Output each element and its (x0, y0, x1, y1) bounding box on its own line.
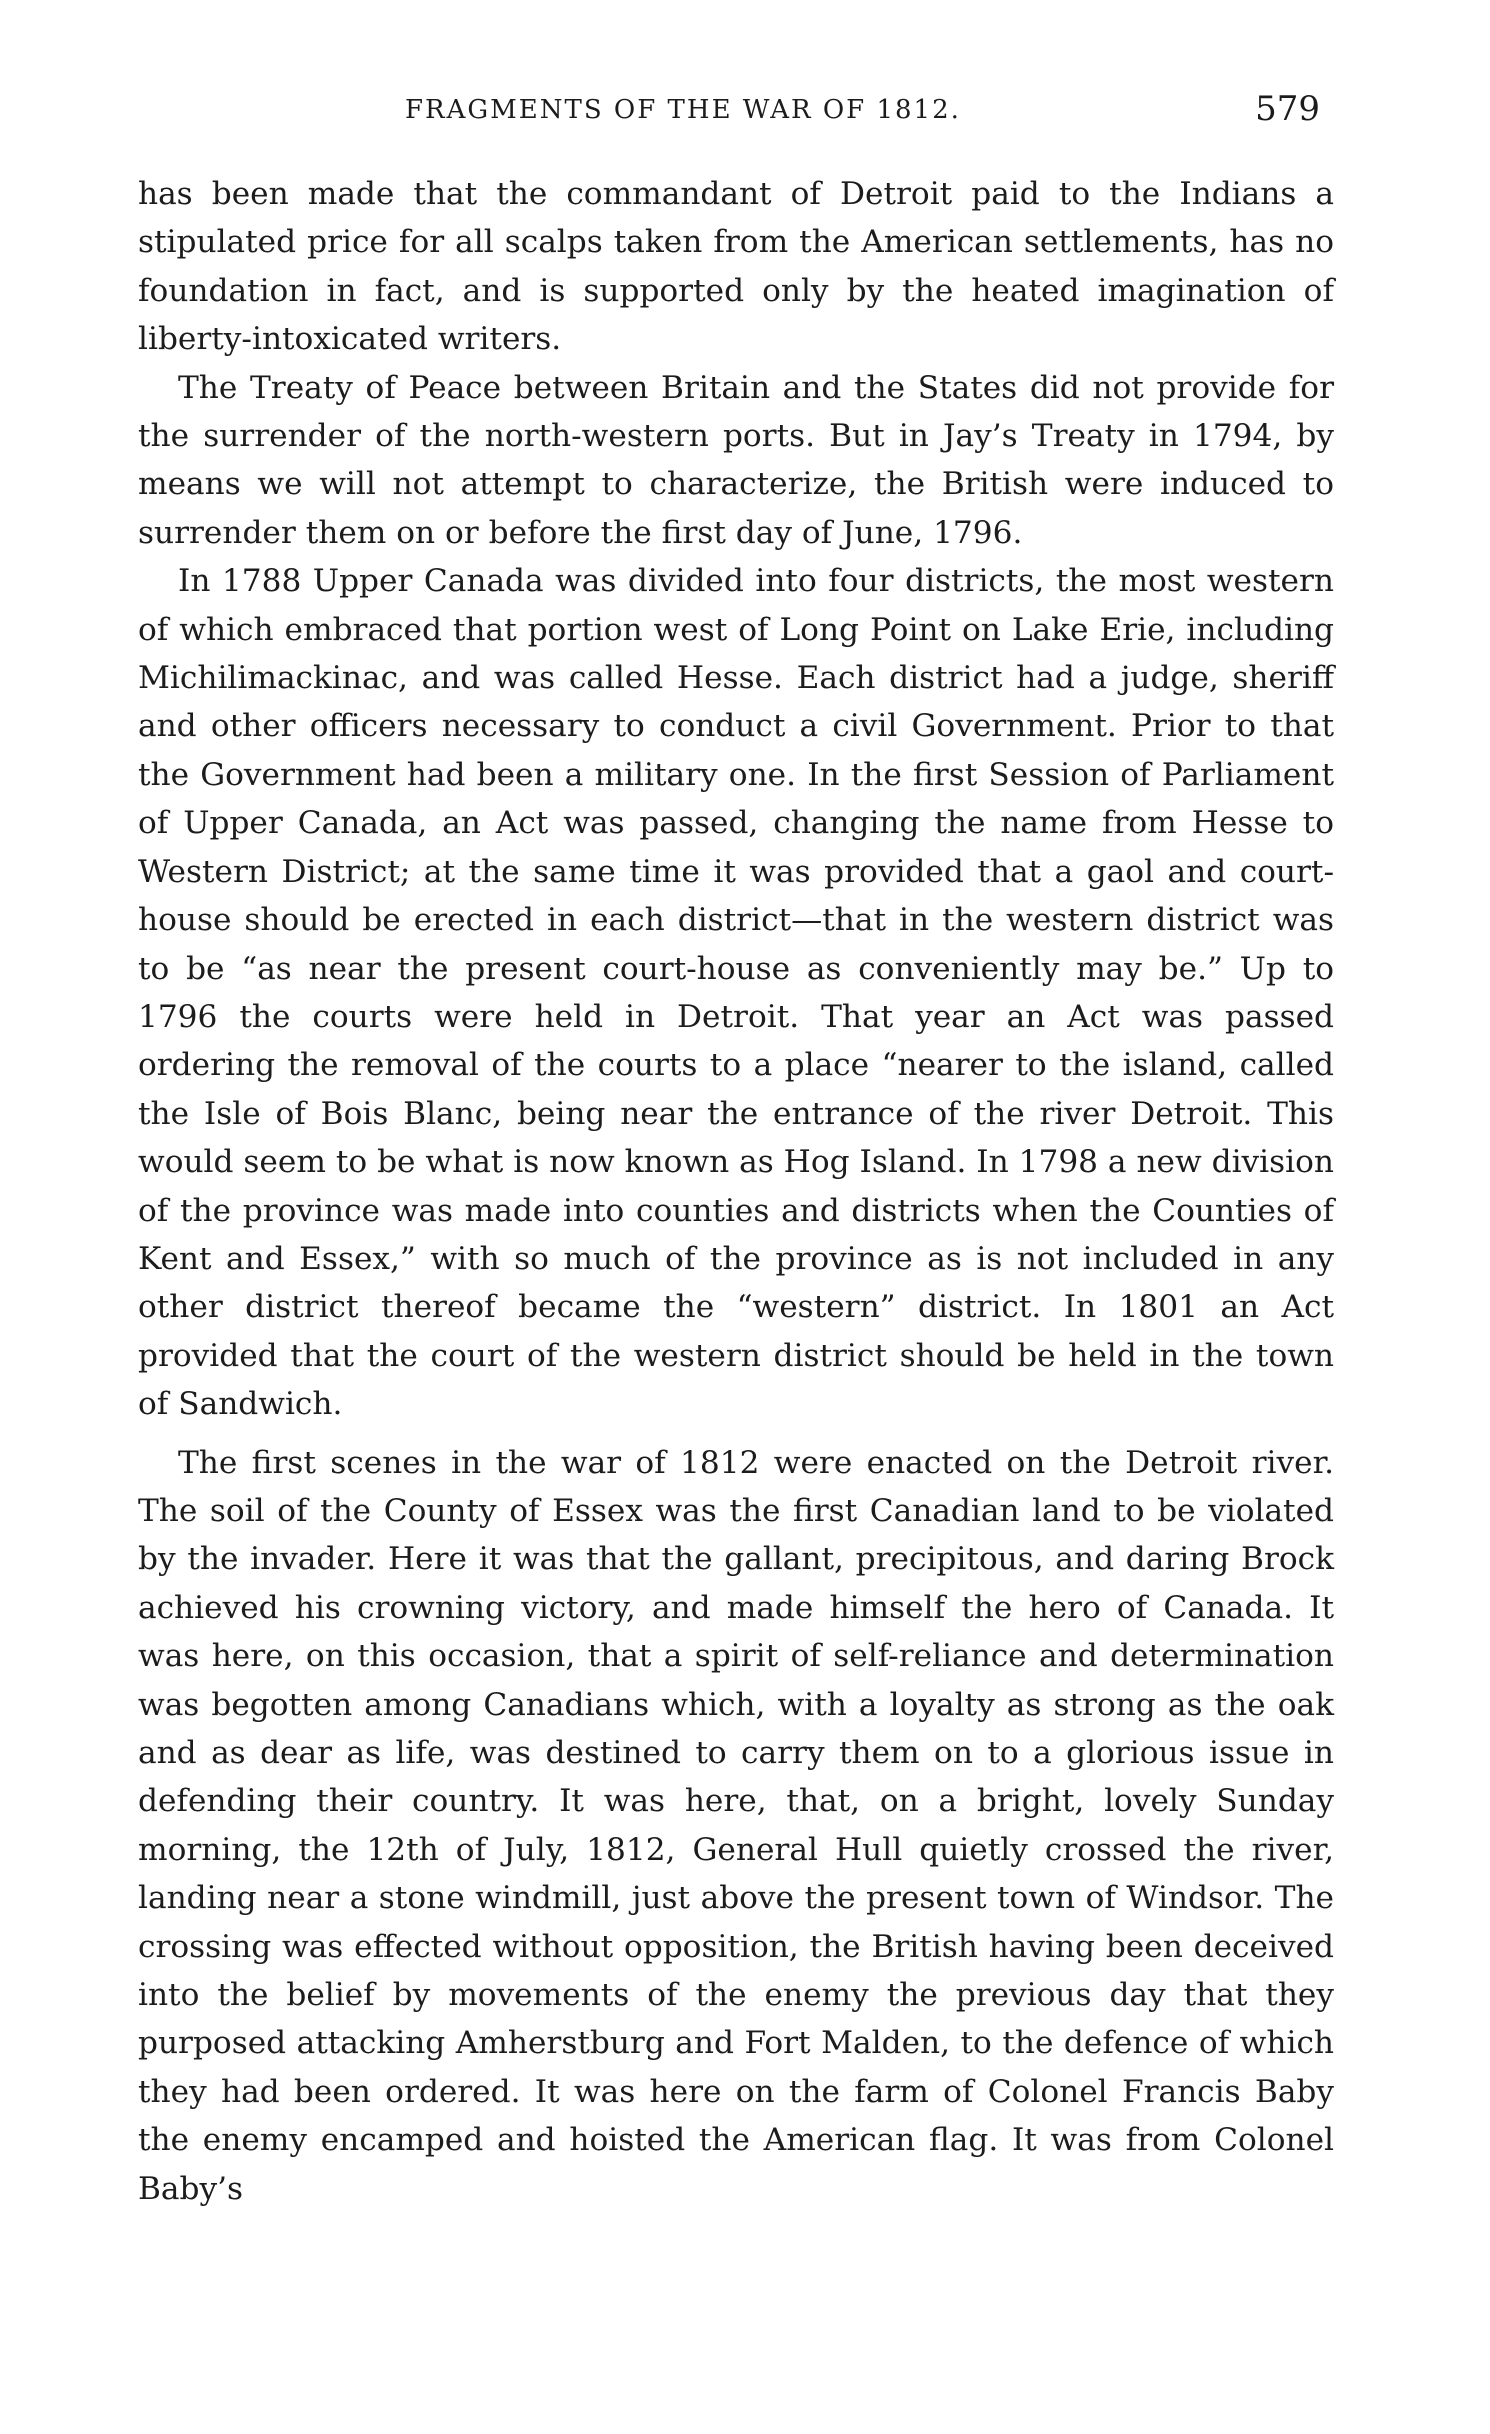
paragraph-3: In 1788 Upper Canada was divided into four districts, the most western of which embraced that portion west of Long Point on Lake Erie, including Michilimackinac, and was called Hesse. Each district had a judge, sheriff and other officers necessary to conduct a civil Government. Prior to that the Government had been a military one. In the first Session of Parliament of Upper Canada, an Act was passed, changing the name from Hesse to Western District; at the same time it was provided that a gaol and court-house should be erected in each district—that in the western district was to be “as near the present court-house as conveniently may be.” Up to 1796 the courts were held in Detroit. That year an Act was passed ordering the removal of the courts to a place “nearer to the island, called the Isle of Bois Blanc, being near the entrance of the river Detroit. This would seem to be what is now known as Hog Island. In 1798 a new division of the province was made into counties and districts when the Counties of Kent and Essex,” with so much of the province as is not included in any other district thereof became the “western” district. In 1801 an Act provided that the court of the western district should be held in the town of Sandwich. (138, 563, 1334, 1423)
paragraph-4: The first scenes in the war of 1812 were enacted on the Detroit river. The soil of the County of Essex was the first Canadian land to be violated by the invader. Here it was that the gallant, precipitous, and daring Brock achieved his crowning victory, and made himself the hero of Canada. It was here, on this occasion, that a spirit of self-reliance and determination was begotten among Canadians which, with a loyalty as strong as the oak and as dear as life, was destined to carry them on to a glorious issue in defending their country. It was here, that, on a bright, lovely Sunday morning, the 12th of July, 1812, General Hull quietly crossed the river, landing near a stone windmill, just above the present town of Windsor. The crossing was effected without opposition, the British having been deceived into the belief by movements of the enemy the previous day that they purposed attacking Amherstburg and Fort Malden, to the defence of which they had been ordered. It was here on the farm of Colonel Francis Baby the enemy encamped and hoisted the American flag. It was from Colonel Baby’s (138, 1444, 1334, 2207)
page-header (140, 89, 1320, 139)
paragraph-2: The Treaty of Peace between Britain and the States did not provide for the surrender of the north-western ports. But in Jay’s Treaty in 1794, by means we will not attempt to characterize, the British were induced to surrender them on or before the first day of June, 1796. (138, 369, 1334, 551)
running-head: FRAGMENTS OF THE WAR OF 1812. (405, 95, 961, 125)
paragraph-1: has been made that the commandant of Detroit paid to the Indians a stipulated price for all scalps taken from the American settlements, has no foundation in fact, and is supported only by the heated imagination of liberty-intoxicated writers. (138, 176, 1334, 358)
page-number: 579 (1255, 89, 1320, 129)
body-text (138, 170, 1334, 2213)
